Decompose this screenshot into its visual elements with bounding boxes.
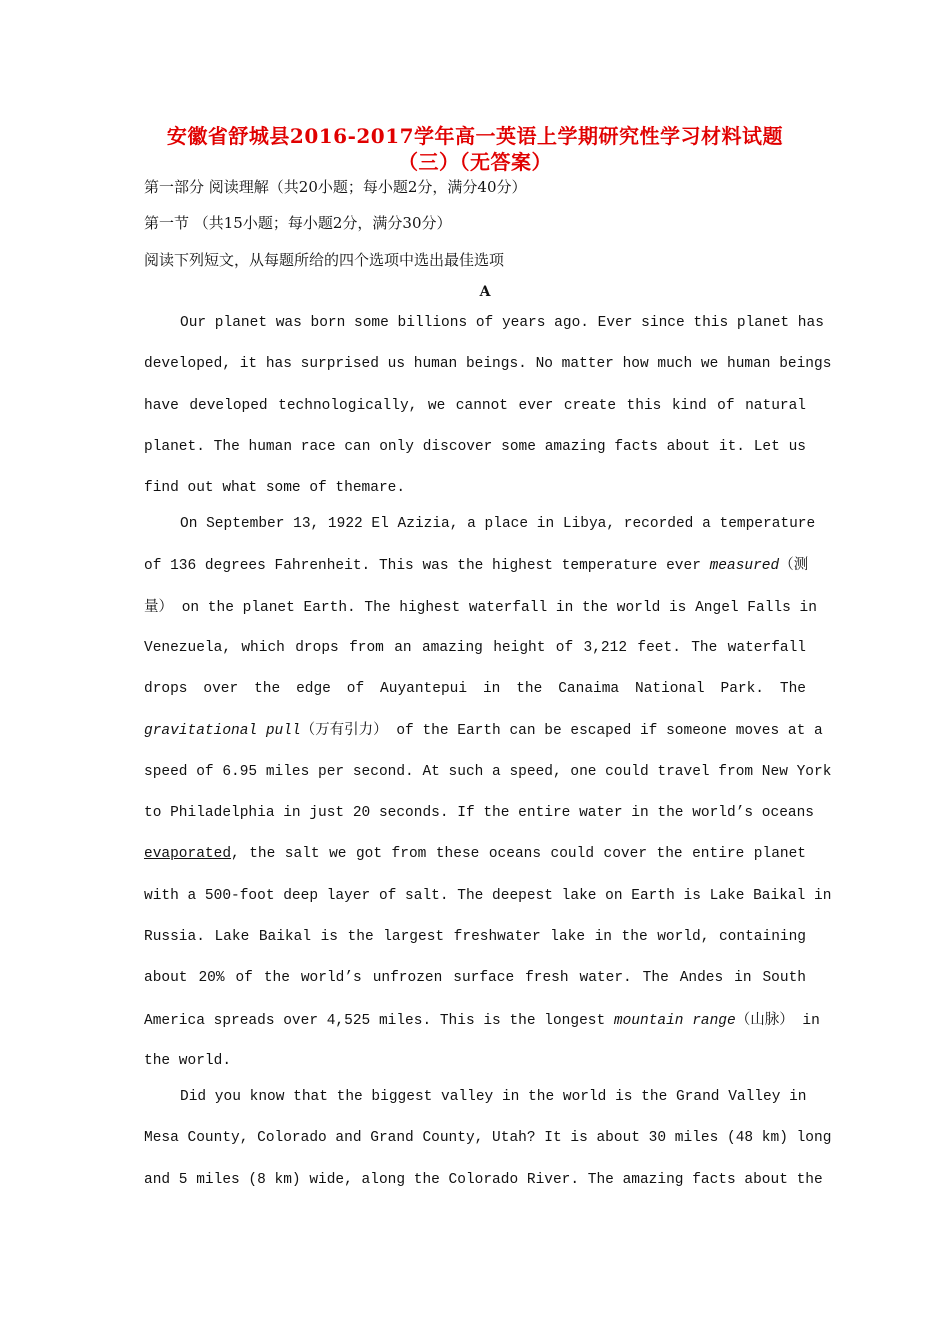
paragraph-line: Did you know that the biggest valley in the world is the Grand Valley in [180,1089,807,1105]
text-run: America spreads over 4,525 miles. This is the longest [144,1012,614,1029]
paragraph-line [144,844,806,885]
section1-heading: 第一节 （共15小题；每小题2分，满分30分） [144,214,452,232]
paragraph-1 [144,313,832,519]
paragraph-line: the world. [144,1052,232,1069]
chinese-gloss: （万有引力） [300,722,388,739]
paragraph-line: developed, it has surprised us human beings. No matter how much we human beings [144,356,832,373]
paragraph-line: speed of 6.95 miles per second. At such a speed, one could travel from New York [144,763,832,780]
paragraph-2 [144,514,832,1092]
chinese-gloss: 量） [144,598,173,615]
paragraph-line [144,597,817,638]
paragraph-line: Venezuela, which drops from an amazing height of 3,212 feet. The waterfall [144,639,806,656]
paragraph-line: have developed technologically, we cannot ever create this kind of natural [144,397,806,414]
paragraph-line: about 20% of the world’s unfrozen surface fresh water. The Andes in South [144,970,806,987]
text-run: on the planet Earth. The highest waterfall in the world is Angel Falls in [173,599,817,616]
paragraph-line [144,1010,820,1051]
paragraph-line: Russia. Lake Baikal is the largest freshwater lake in the world, containing [144,928,806,945]
text-run: in [793,1012,820,1029]
italic-term-gravitational-pull: gravitational pull [144,723,301,740]
text-run: of the Earth can be escaped if someone moves at a [387,723,823,740]
paragraph-line [144,555,809,596]
paragraph-line: with a 500-foot deep layer of salt. The deepest lake on Earth is Lake Baikal in [144,887,832,904]
chinese-gloss: （测 [779,557,809,574]
paragraph-line: Mesa County, Colorado and Grand County, Utah? It is about 30 miles (48 km) long [144,1130,832,1147]
paragraph-3 [144,1087,832,1211]
instruction-text: 阅读下列短文，从每题所给的四个选项中选出最佳选项 [144,251,505,269]
italic-term-mountain-range: mountain range [613,1012,736,1029]
text-run: , the salt we got from these oceans could cover the entire planet [231,846,806,863]
passage-letter: A [479,284,491,300]
document-title-line2: （三）（无答案） [398,150,552,174]
paragraph-line [144,720,823,761]
paragraph-line: drops over the edge of Auyantepui in the Canaima National Park. The [144,681,806,698]
underlined-term-evaporated: evaporated [144,846,232,863]
paragraph-line: On September 13, 1922 El Azizia, a place in Libya, recorded a temperature [180,516,816,532]
text-run: of 136 degrees Fahrenheit. This was the highest temperature ever [144,558,710,575]
chinese-gloss: （山脉） [735,1011,794,1028]
paragraph-line: Our planet was born some billions of years ago. Ever since this planet has [180,315,824,331]
paragraph-line: to Philadelphia in just 20 seconds. If the entire water in the world’s oceans [144,805,815,822]
italic-term-measured: measured [709,558,780,575]
document-title-line1: 安徽省舒城县2016-2017学年高一英语上学期研究性学习材料试题 [166,124,784,148]
part1-heading: 第一部分 阅读理解（共20小题；每小题2分，满分40分） [144,178,527,196]
paragraph-line: planet. The human race can only discover some amazing facts about it. Let us [144,438,806,455]
paragraph-line: find out what some of themare. [144,480,406,497]
paragraph-line: and 5 miles (8 km) wide, along the Colorado River. The amazing facts about the [144,1171,823,1188]
